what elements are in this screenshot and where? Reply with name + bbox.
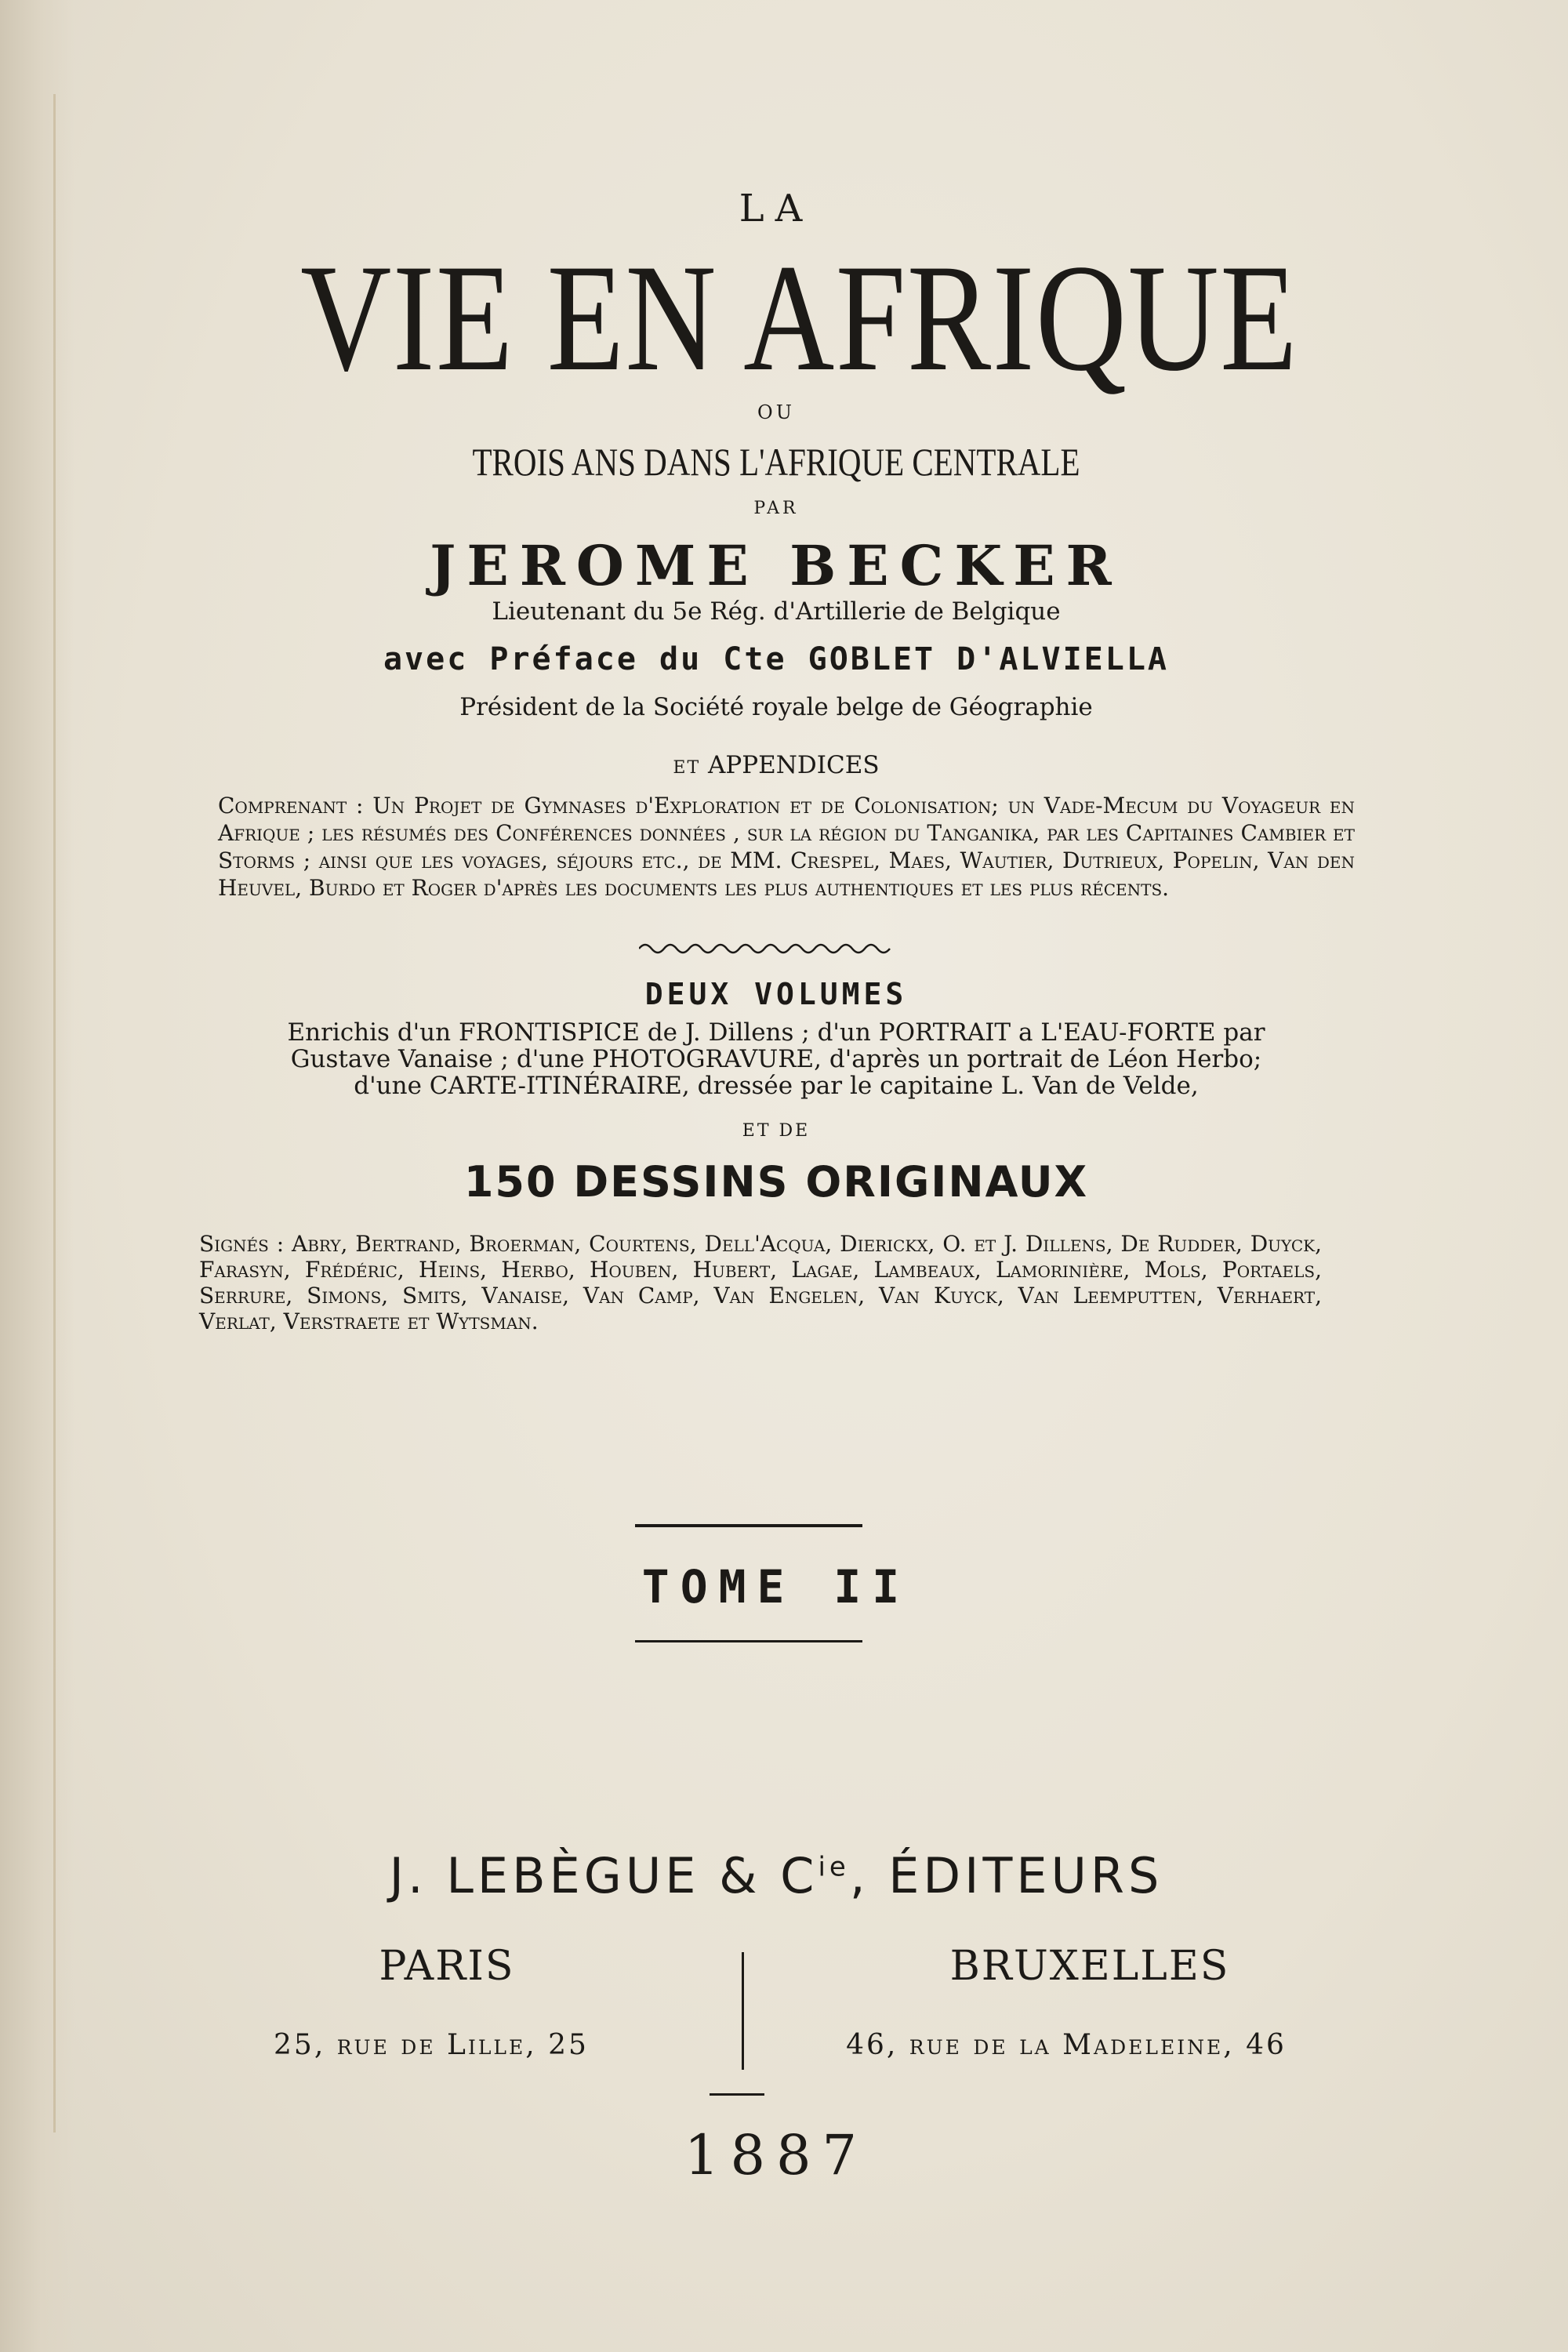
publisher-sup: ie (818, 1851, 850, 1883)
preface-author-role: Président de la Société royale belge de Géographie (459, 693, 1093, 721)
appendices-prefix: ET (673, 758, 701, 778)
address-bruxelles: 46, rue de la Madeleine, 46 (846, 2029, 1287, 2061)
preposition-par: PAR (753, 499, 799, 518)
drawings-count: 150 DESSINS ORIGINAUX (463, 1157, 1089, 1207)
city-bruxelles: BRUXELLES (949, 1943, 1230, 1990)
appendices-heading (196, 751, 1356, 779)
book-title: VIE EN AFRIQUE (300, 233, 1299, 403)
publisher-name (196, 1847, 1356, 1904)
article-la: LA (739, 187, 814, 230)
publication-year: 1887 (684, 2123, 869, 2187)
publisher-tail: , ÉDITEURS (849, 1847, 1163, 1904)
artists-list: Signés : Abry, Bertrand, Broerman, Courtens, Dell'Acqua, Dierickx, O. et J. Dillens, De Rudder, Duyck, Farasyn, Frédéric, Heins, Herbo, Houben, Hubert, Lagae, Lambeaux, Lamorinière, Mols, Portaels, Serrure, Simons, Smits, Vanaise, Van Camp, Van Engelen, Van Kuyck, Van Leemputten, Verhaert, Verlat, Verstraete et Wytsman. (199, 1231, 1322, 1334)
appendices-contents: Comprenant : Un Projet de Gymnases d'Exploration et de Colonisation; un Vade-Mecum du Voyageur en Afrique ; les résumés des Conférences données , sur la région du Tanganika, par les Capitaines Cambier et Storms ; ainsi que les voyages, séjours etc., de MM. Crespel, Maes, Wautier, Dutrieux, Popelin, Van den Heuvel, Burdo et Roger d'après les documents les plus authentiques et les plus récents. (218, 793, 1355, 901)
city-paris: PARIS (379, 1943, 515, 1990)
wave-ornament (639, 938, 898, 956)
author-rank: Lieutenant du 5e Rég. d'Artillerie de Belgique (492, 597, 1061, 626)
year-dash (710, 2093, 764, 2096)
conjunction-ou: OU (757, 401, 795, 423)
binding-gutter (0, 0, 74, 2352)
rule-below-tome (635, 1640, 862, 1642)
illustrations-line-3: d'une CARTE-ITINÉRAIRE, dressée par le capitaine L. Van de Velde, (354, 1072, 1199, 1100)
appendices-label: APPENDICES (708, 751, 880, 779)
author-name: JEROME BECKER (430, 533, 1123, 598)
publisher-main: J. LEBÈGUE & C (389, 1847, 818, 1904)
volume-number: TOME II (641, 1560, 911, 1613)
rule-above-tome (635, 1524, 862, 1527)
city-separator (742, 1952, 744, 2070)
illustrations-line-2: Gustave Vanaise ; d'une PHOTOGRAVURE, d'après un portrait de Léon Herbo; (290, 1045, 1262, 1073)
address-paris: 25, rue de Lille, 25 (274, 2029, 589, 2061)
illustrations-line-1: Enrichis d'un FRONTISPICE de J. Dillens ; d'un PORTRAIT a L'EAU-FORTE par (287, 1018, 1265, 1047)
illustrations-credit (196, 1019, 1356, 1099)
preface-credit: avec Préface du Cte GOBLET D'ALVIELLA (383, 641, 1170, 677)
conjunction-et-de: ET DE (742, 1121, 811, 1141)
binding-edge (53, 94, 56, 2132)
book-subtitle: TROIS ANS DANS L'AFRIQUE CENTRALE (472, 440, 1080, 484)
volumes-heading: DEUX VOLUMES (644, 977, 908, 1011)
